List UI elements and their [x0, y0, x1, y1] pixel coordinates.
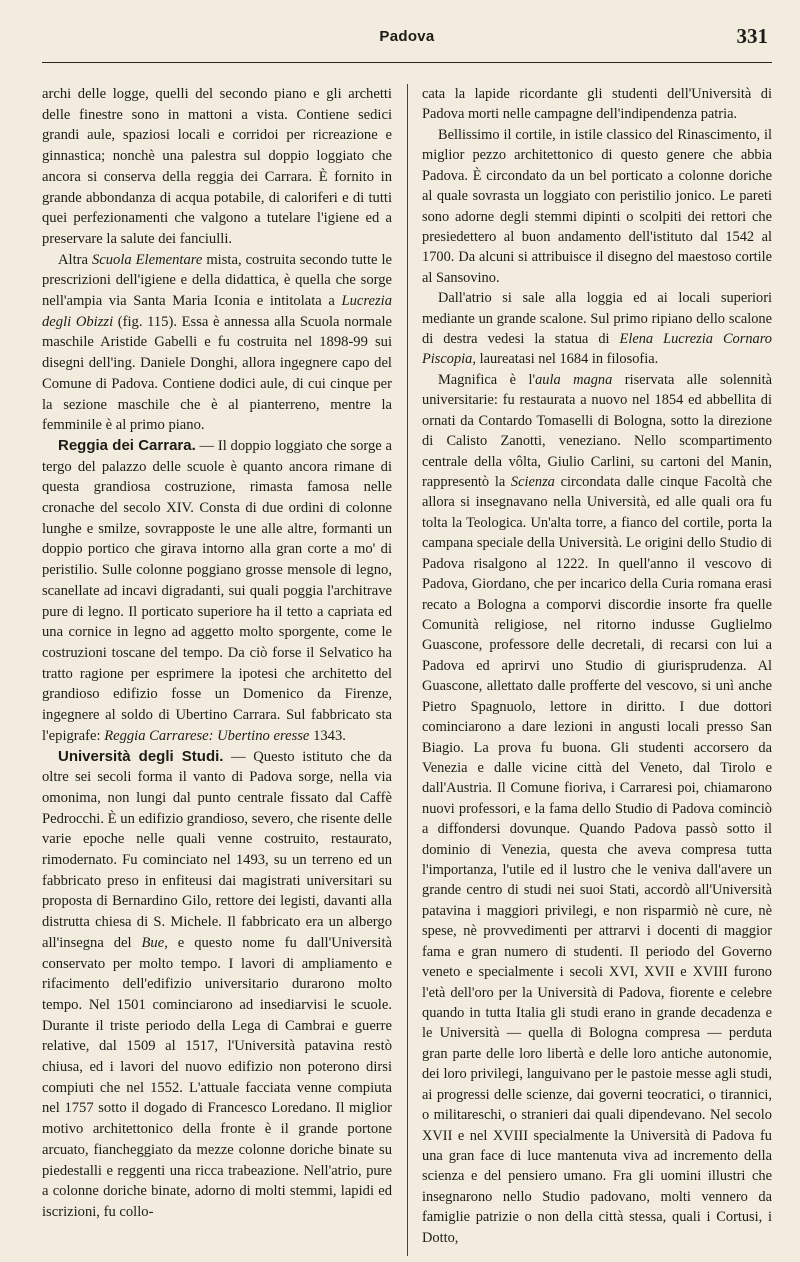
- text-run: — Questo istituto che da oltre sei secoli forma il vanto di Padova sorge, nella via omonima, non lungi dal punto centrale fissato dal Caffè Pedrocchi. È un edifizio grandioso, severo, che risente delle varie epoche nelle quali venne costruito, restaurato, rimodernato. Fu cominciato nel 1493, su un terreno ed un fabbricato preso in enfiteusi dai magistrati universitari su proposta di Bernardino Gilo, rettore dei legisti, davanti alla distrutta chiesa di S. Michele. Il fabbricato era un albergo all'insegna del: [42, 748, 392, 951]
- text-run: , e questo nome fu dall'Università conservato per molto tempo. I lavori di ampliamento e rifacimento dell'edifizio universitario durarono molto tempo. Nel 1501 cominciarono ad insediarvisi le scuole. Durante il triste periodo della Lega di Cambrai e guerre relative, dal 1509 al 1517, l'Università patavina restò chiusa, ed i lavori del nuovo edifizio non poterono dirsi compiuti che nel 1552. L'attuale facciata venne compiuta nel 1757 sotto il dogado di Francesco Loredano. Il miglior motivo architettonico della fronte è il grande portone arcuato, fiancheggiato da mezze colonne doriche binate su piedestalli e reggenti una ricca trabeazione. Nell'atrio, pure a colonne doriche binate, adorno di molti stemmi, lapidi ed iscrizioni, fu collo-: [42, 934, 392, 1220]
- left-column: [42, 84, 392, 1256]
- paragraph: [422, 370, 772, 1248]
- right-column: [422, 84, 772, 1256]
- text-run: , laureatasi nel 1684 in filosofia.: [472, 351, 659, 368]
- paragraph: [42, 747, 392, 1223]
- italic-run: Lucrezia degli Obizzi: [42, 293, 392, 330]
- section-heading: Reggia dei Carrara.: [58, 436, 196, 454]
- text-run: Dall'atrio si sale alla loggia ed ai locali superiori mediante un grande scalone. Sul primo ripiano dello scalone di destra vedesi la statua di: [422, 290, 772, 348]
- text-run: 1343.: [309, 727, 346, 744]
- paragraph: [42, 436, 392, 747]
- section-heading: Università degli Studi.: [58, 747, 224, 765]
- paragraph: [422, 288, 772, 370]
- italic-run: Reggia Carrarese: Ubertino eresse: [104, 727, 310, 744]
- paragraph: cata la lapide ricordante gli studenti dell'Università di Padova morti nelle campagne dell'indipendenza patria.: [422, 86, 772, 123]
- header-rule: [42, 62, 772, 63]
- italic-run: Scienza: [510, 474, 555, 491]
- paragraph: archi delle logge, quelli del secondo piano e gli archetti delle finestre sono in mattoni a vista. Contiene sedici grandi aule, spaziosi locali e corridoi per ricreazione e ginnastica; nonchè una palestra sul doppio loggiato che ancora si conserva della reggia dei Carrara. È fornito in grande abbondanza di acqua potabile, di caloriferi e di tutti quei perfezionamenti che valgono a tutelare l'igiene ed a preservare la salute dei fanciulli.: [42, 86, 392, 247]
- italic-run: Scuola Elementare: [91, 251, 203, 268]
- column-divider: [407, 84, 408, 1256]
- page-header: [42, 20, 772, 54]
- paragraph: Bellissimo il cortile, in istile classico del Rinascimento, il miglior pezzo architettonico di questo genere che abbia Padova. È circondato da un bel porticato a colonne doriche al quale sovrasta un loggiato con peristilio jonico. Le pareti sono adorne degli stemmi dipinti o scolpiti dei rettori che presiedettero al buon andamento dell'istituto dal 1542 al 1700. Da alcuni si attribuisce il disegno del maestoso cortile al Sansovino.: [422, 126, 772, 286]
- text-run: — Il doppio loggiato che sorge a tergo del palazzo delle scuole è quanto ancora rimane di questa grandiosa costruzione, rimasta famosa nelle cronache del secolo XIV. Consta di due ordini di colonne lunghe e smilze, sovrapposte le une alle altre, formanti un doppio portico che girava intorno alla gran corte a mo' di peristilio. Sulle colonne poggiano grosse mensole di legno, scanellate ad incavi digradanti, sui quali poggia l'architrave pure di legno. Il porticato superiore ha il tetto a capriata ed una cornice in legno ad aggetto molto sporgente, come le costruzioni toscane del tempo. Da ciò forse il Selvatico ha tratto ragione per esprimere la ipotesi che architetto del grandioso edifizio fosse un Domenico da Firenze, ingegnere al soldo di Ubertino Carrara. Sul fabbricato sta l'epigrafe:: [42, 437, 392, 744]
- text-run: mista, costruita secondo tutte le prescrizioni dell'igiene e della didattica, è quella che sorge nell'ampia via Santa Maria Iconia e intitolata a: [42, 251, 392, 310]
- text-run: Magnifica è l': [438, 371, 536, 388]
- paragraph: [42, 250, 392, 436]
- italic-run: Elena Lucrezia Cornaro Piscopia: [422, 331, 772, 368]
- italic-run: Bue: [141, 934, 165, 951]
- running-title: Padova: [379, 28, 435, 45]
- italic-run: aula magna: [535, 371, 613, 388]
- text-run: riservata alle solennità universitarie: fu restaurata a nuovo nel 1854 ed abbellita di ornati da Contardo Tomaselli di Bologna, sotto la direzione di Calisto Zanotti, veneziano. Nello scompartimento centrale della vôlta, Giulio Carlini, su cartoni del Manin, rappresentò la: [422, 371, 773, 491]
- text-run: Altra: [58, 251, 92, 268]
- text-run: circondata dalle cinque Facoltà che allora si insegnavano nella Università, ed alle quali ora fu tolta la Teologica. Un'alta torre, a fianco del cortile, porta la campana speciale della Università. Le origini dello Studio di Padova risalgono al 1222. In quell'anno il vescovo di Padova, Giordano, che per incarico della Curia romana erasi recato a Bologna a comporvi discordie insorte fra quelle Comunità religiose, nel ritorno indusse Guglielmo Guascone, professore delle decretali, di recarsi con lui a Padova ed aprirvi uno Studio di giurisprudenza. Al Guascone, allettato dalle profferte del vescovo, si unì anche Pietro Spagnuolo, lettore in diritto. I due dottori cominciarono a dare lezioni in angusti locali presso San Biagio. La prova fu buona. Gli studenti accorsero da Venezia e dalle vicine città del Veneto, dal Tirolo e dall'Austria. Il Comune fioriva, i Carraresi poi, chiamarono nuovi professori, e la fama dello Studio di Padova cominciò a diffondersi dovunque. Quando Padova passò sotto il dominio di Venezia, questa che aveva compresa tutta l'importanza, l'utile ed il lustro che le veniva dall'avere un grande centro di studi nei suoi Stati, accordò all'Università patavina i maggiori privilegi, e non risparmiò nè cure, nè spese, nè provvedimenti per attrarvi i docenti di maggior fama e gran numero di studenti. Il periodo del Governo veneto e specialmente i secoli XVI, XVII e XVIII furono l'età dell'oro per la Università di Padova, fiorente e celebre quando in tutta Italia gli studi erano in grande decadenza e le Università — quella di Bologna compresa — perduta gran parte delle loro libertà e delle loro antiche autonomie, dei loro privilegi, languivano per le pastoie messe agli studi, ai progressi delle scienze, dai governi teocratici, o tirannici, o militareschi, o stranieri dai quali dipendevano. Nel secolo XVII e nel XVIII specialmente la Università di Padova fu una gran face di luce mantenuta viva ad incremento della scienza e del pensiero umano. Fra gli uomini illustri che insegnarono nello Studio padovano, molti vennero da famiglie patrizie o non della città stessa, quali i Cortusi, i Dotto,: [422, 474, 772, 1246]
- text-run: (fig. 115). Essa è annessa alla Scuola normale maschile Aristide Gabelli e fu costruita nel 1898-99 sui disegni dell'ing. Daniele Donghi, allora ingegnere capo del Comune di Padova. Contiene dodici aule, di cui cinque per la sezione maschile che è al pianterreno, mentre la femminile è al primo piano.: [42, 313, 392, 434]
- text-columns: [42, 84, 772, 1256]
- page-number: 331: [736, 24, 768, 48]
